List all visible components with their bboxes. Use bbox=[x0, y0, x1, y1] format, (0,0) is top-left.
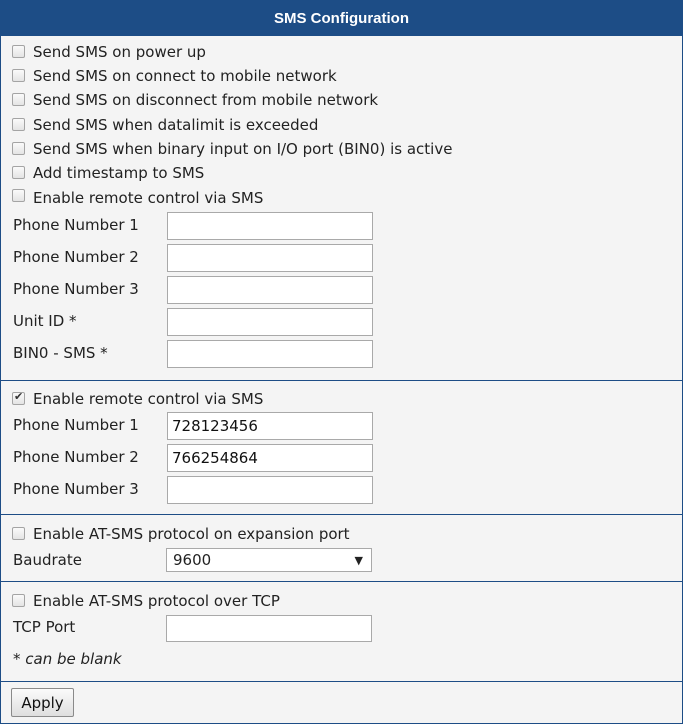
checkbox-label: Send SMS on power up bbox=[33, 43, 206, 61]
checkbox[interactable] bbox=[12, 69, 25, 82]
checkbox-label: Enable AT-SMS protocol over TCP bbox=[33, 592, 280, 610]
phone-number-1-row bbox=[1, 212, 682, 240]
phone-number-2-row bbox=[1, 444, 682, 472]
checkbox-checked[interactable] bbox=[12, 392, 25, 405]
phone-number-2-input[interactable] bbox=[167, 444, 373, 472]
checkbox[interactable] bbox=[12, 166, 25, 179]
checkbox[interactable] bbox=[12, 45, 25, 58]
field-label: Phone Number 1 bbox=[13, 216, 139, 234]
footer-section bbox=[1, 682, 682, 723]
select-value: 9600 bbox=[173, 551, 212, 569]
enable-remote-control-option[interactable] bbox=[1, 186, 682, 210]
blank-note: * can be blank bbox=[13, 650, 122, 668]
phone-number-3-row bbox=[1, 276, 682, 304]
checkbox-label: Send SMS when datalimit is exceeded bbox=[33, 116, 319, 134]
checkbox-label: Enable remote control via SMS bbox=[33, 189, 264, 207]
send-sms-datalimit-option[interactable] bbox=[1, 113, 682, 137]
phone-number-3-row bbox=[1, 476, 682, 504]
field-label: Baudrate bbox=[13, 551, 82, 569]
field-label: Unit ID * bbox=[13, 312, 77, 330]
baudrate-select[interactable] bbox=[166, 548, 372, 572]
checkbox[interactable] bbox=[12, 527, 25, 540]
field-label: Phone Number 2 bbox=[13, 248, 139, 266]
checkbox[interactable] bbox=[12, 142, 25, 155]
general-section bbox=[1, 36, 682, 381]
checkbox[interactable] bbox=[12, 118, 25, 131]
checkbox-label: Enable AT-SMS protocol on expansion port bbox=[33, 525, 350, 543]
phone-number-2-input[interactable] bbox=[167, 244, 373, 272]
send-sms-binary-input-option[interactable] bbox=[1, 137, 682, 161]
send-sms-connect-option[interactable] bbox=[1, 64, 682, 88]
checkbox-label: Send SMS when binary input on I/O port (BIN0) is active bbox=[33, 140, 453, 158]
phone-number-1-row bbox=[1, 412, 682, 440]
phone-number-2-row bbox=[1, 244, 682, 272]
tcp-port-row bbox=[1, 615, 682, 643]
phone-number-1-input[interactable] bbox=[167, 212, 373, 240]
baudrate-row bbox=[1, 548, 682, 572]
checkbox-label: Send SMS on disconnect from mobile network bbox=[33, 91, 379, 109]
panel-title: SMS Configuration bbox=[1, 1, 682, 36]
bin0-sms-input[interactable] bbox=[167, 340, 373, 368]
tcp-section bbox=[1, 582, 682, 682]
send-sms-disconnect-option[interactable] bbox=[1, 88, 682, 112]
enable-remote-control-option[interactable] bbox=[1, 387, 682, 411]
field-label: BIN0 - SMS * bbox=[13, 344, 108, 362]
blank-note-row bbox=[1, 647, 682, 671]
unit-id-row bbox=[1, 308, 682, 336]
enable-at-sms-tcp-option[interactable] bbox=[1, 589, 682, 613]
checkbox-label: Enable remote control via SMS bbox=[33, 390, 264, 408]
enable-at-sms-expansion-option[interactable] bbox=[1, 522, 682, 546]
remote-control-section bbox=[1, 381, 682, 515]
field-label: Phone Number 3 bbox=[13, 280, 139, 298]
checkbox-label: Add timestamp to SMS bbox=[33, 164, 205, 182]
send-sms-power-up-option[interactable] bbox=[1, 40, 682, 64]
expansion-port-section bbox=[1, 515, 682, 582]
field-label: Phone Number 1 bbox=[13, 416, 139, 434]
checkbox[interactable] bbox=[12, 189, 25, 202]
checkbox-label: Send SMS on connect to mobile network bbox=[33, 67, 337, 85]
phone-number-3-input[interactable] bbox=[167, 276, 373, 304]
add-timestamp-option[interactable] bbox=[1, 161, 682, 185]
checkbox[interactable] bbox=[12, 594, 25, 607]
field-label: TCP Port bbox=[13, 618, 76, 636]
phone-number-1-input[interactable] bbox=[167, 412, 373, 440]
chevron-down-icon: ▼ bbox=[354, 554, 363, 567]
apply-button[interactable]: Apply bbox=[11, 688, 74, 717]
unit-id-input[interactable] bbox=[167, 308, 373, 336]
bin0-sms-row bbox=[1, 340, 682, 368]
phone-number-3-input[interactable] bbox=[167, 476, 373, 504]
checkbox[interactable] bbox=[12, 93, 25, 106]
field-label: Phone Number 2 bbox=[13, 448, 139, 466]
tcp-port-input[interactable] bbox=[166, 615, 372, 642]
field-label: Phone Number 3 bbox=[13, 480, 139, 498]
